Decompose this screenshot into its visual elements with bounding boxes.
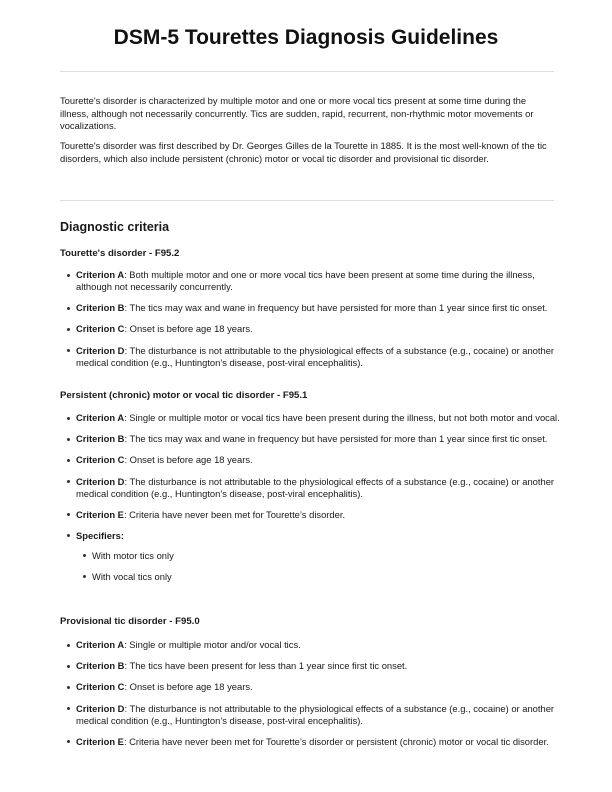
- criteria-list: [60, 639, 570, 757]
- criterion-label: Criterion C: [76, 454, 125, 466]
- criterion-label: Criterion B: [76, 302, 125, 314]
- divider: [60, 71, 554, 72]
- criterion-item: [76, 476, 570, 500]
- criterion-item: [76, 660, 570, 672]
- criterion-text: : Both multiple motor and one or more vocal tics have been present at some time during the illness, although not necessarily concurrently.: [76, 269, 535, 292]
- criterion-label: Criterion B: [76, 433, 125, 445]
- criterion-item: [76, 412, 570, 424]
- criterion-label: Criterion E: [76, 508, 124, 520]
- specifiers-list: [76, 550, 586, 583]
- criterion-text: : The disturbance is not attributable to the physiological effects of a substance (e.g., cocaine) or another medical condition (e.g., Huntington’s disease, post-viral encephalitis).: [76, 344, 555, 368]
- criteria-list: [60, 269, 570, 378]
- criterion-text: : Single or multiple motor or vocal tics have been present during the illness, but not both motor and vocal.: [124, 412, 560, 423]
- criterion-text: : The tics have been present for less than 1 year since first tic onset.: [124, 660, 408, 672]
- intro-paragraph: Tourette's disorder is characterized by multiple motor and one or more vocal tics present at some time during the illness, although not necessarily concurrently. Tics are sudden, rapid, recurrent, non-rhythmic motor movements or vocalizations.: [60, 95, 534, 132]
- criterion-text: : The disturbance is not attributable to the physiological effects of a substance (e.g., cocaine) or another medical condition (e.g., Huntington’s disease, post-viral encephalitis).: [76, 702, 555, 726]
- criterion-label: Criterion A: [76, 412, 125, 423]
- criterion-item: [76, 736, 570, 748]
- criterion-text: : Onset is before age 18 years.: [124, 323, 253, 335]
- specifiers-item: [76, 530, 570, 583]
- criterion-label: Criterion D: [76, 702, 125, 714]
- criterion-text: : Onset is before age 18 years.: [124, 681, 253, 693]
- criterion-text: : The tics may wax and wane in frequency but have persisted for more than 1 year since first tic onset.: [124, 302, 548, 314]
- criterion-text: : The tics may wax and wane in frequency but have persisted for more than 1 year since first tic onset.: [124, 433, 548, 445]
- criterion-text: : Criteria have never been met for Tourette’s disorder.: [123, 508, 346, 520]
- criterion-item: [76, 433, 570, 445]
- criterion-item: [76, 681, 570, 693]
- criterion-item: [76, 509, 570, 521]
- disorder-heading: Tourette's disorder - F95.2: [60, 248, 180, 259]
- criterion-item: [76, 703, 570, 727]
- criterion-text: : Criteria have never been met for Tourette’s disorder or persistent (chronic) motor or vocal tic disorder.: [123, 735, 549, 747]
- criterion-label: Criterion C: [76, 681, 125, 693]
- criterion-label: Criterion A: [76, 639, 125, 650]
- criterion-text: : Single or multiple motor and/or vocal tics.: [124, 639, 301, 650]
- criterion-item: [76, 454, 570, 466]
- criterion-item: [76, 269, 570, 293]
- criterion-text: : Onset is before age 18 years.: [124, 454, 253, 466]
- specifier-item: With motor tics only: [92, 550, 586, 562]
- criteria-list: [60, 412, 570, 592]
- criterion-label: Criterion D: [76, 344, 125, 356]
- divider: [60, 200, 554, 201]
- criterion-item: [76, 639, 570, 651]
- specifier-item: With vocal tics only: [92, 571, 586, 583]
- page-title: DSM-5 Tourettes Diagnosis Guidelines: [113, 26, 499, 49]
- criterion-item: [76, 302, 570, 314]
- disorder-heading: Persistent (chronic) motor or vocal tic disorder - F95.1: [60, 390, 308, 401]
- criterion-item: [76, 323, 570, 335]
- criterion-label: Criterion A: [76, 269, 125, 280]
- criterion-text: : The disturbance is not attributable to the physiological effects of a substance (e.g., cocaine) or another medical condition (e.g., Huntington’s disease, post-viral encephalitis).: [76, 475, 555, 499]
- criterion-label: Criterion D: [76, 475, 125, 487]
- criterion-label: Criterion C: [76, 323, 125, 335]
- disorder-heading: Provisional tic disorder - F95.0: [60, 616, 200, 627]
- criterion-label: Criterion E: [76, 735, 124, 747]
- criterion-label: Criterion B: [76, 660, 125, 672]
- intro-paragraph: Tourette's disorder was first described by Dr. Georges Gilles de la Tourette in 1885. It is the most well-known of the tic disorders, which also include persistent (chronic) motor or vocal tic disorder and provisional tic disorder.: [60, 140, 547, 164]
- section-heading: Diagnostic criteria: [60, 220, 170, 234]
- specifiers-label: Specifiers:: [76, 529, 124, 541]
- criterion-item: [76, 345, 570, 369]
